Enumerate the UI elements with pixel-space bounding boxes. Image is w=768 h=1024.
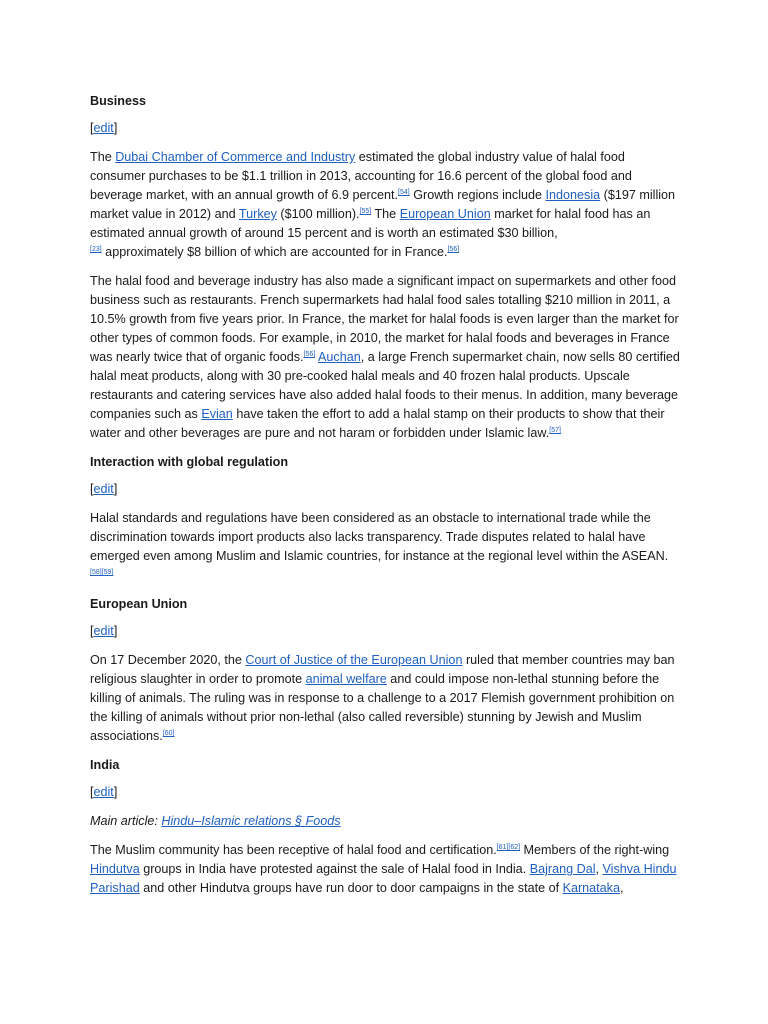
citation-57[interactable]: [57] bbox=[549, 426, 561, 434]
link-dubai-chamber[interactable]: Dubai Chamber of Commerce and Industry bbox=[115, 150, 356, 164]
paragraph-business-1 bbox=[90, 148, 680, 262]
main-article-label: Main article: bbox=[90, 814, 162, 828]
link-auchan[interactable]: Auchan bbox=[318, 350, 361, 364]
paragraph-business-2 bbox=[90, 272, 680, 443]
edit-link-india: [edit] bbox=[90, 785, 118, 799]
text: Members of the right-wing bbox=[520, 843, 670, 857]
text: and could impose non-lethal stunning before the killing of animals. The ruling was in response to a challenge to a 2017 Flemish government prohibition on the killing of animals without prior non-lethal (also called reversible) stunning by Jewish and Muslim associations. bbox=[90, 672, 675, 743]
citation-56[interactable]: [56] bbox=[447, 245, 460, 253]
paragraph-global-1 bbox=[90, 509, 680, 585]
citation-23[interactable]: [23] bbox=[90, 245, 102, 253]
edit-link[interactable]: edit bbox=[93, 624, 114, 638]
edit-link-eu: [edit] bbox=[90, 624, 118, 638]
text: Halal standards and regulations have been considered as an obstacle to international trade while the discrimination towards import products also lacks transparency. Trade disputes related to halal have emerged even among Muslim and Islamic countries, for instance at the regional level within the ASEAN. bbox=[90, 511, 669, 563]
link-hindutva[interactable]: Hindutva bbox=[90, 862, 140, 876]
link-european-union[interactable]: European Union bbox=[399, 207, 491, 221]
citation-60[interactable]: [60] bbox=[162, 729, 175, 737]
paragraph-india-1 bbox=[90, 841, 680, 898]
text: ($197 million market value in 2012) and bbox=[90, 188, 676, 221]
link-karnataka[interactable]: Karnataka bbox=[562, 881, 620, 895]
text: estimated the global industry value of halal food consumer purchases to be $1.1 trillion in 2013, accounting for 16.6 percent of the global food and beverage market, with an annual growth of 6.9 percent. bbox=[90, 150, 632, 202]
section-heading-european-union: European Union bbox=[90, 597, 188, 611]
edit-link[interactable]: edit bbox=[93, 482, 114, 496]
article-body bbox=[90, 92, 680, 908]
text: market for halal food has an estimated annual growth of around 15 percent and is worth an estimated $30 billion, bbox=[90, 207, 651, 240]
paragraph-eu-1 bbox=[90, 651, 680, 746]
text: The bbox=[90, 150, 116, 164]
citation-58-59[interactable]: [58][59] bbox=[90, 568, 114, 576]
text: and other Hindutva groups have run door to door campaigns in the state of bbox=[139, 881, 563, 895]
citation-55[interactable]: [55] bbox=[359, 207, 372, 215]
section-heading-global-regulation: Interaction with global regulation bbox=[90, 455, 289, 469]
text: The halal food and beverage industry has also made a significant impact on supermarkets and other food business such as restaurants. French supermarkets had halal food sales totalling $210 million in 2011, a 10.5% growth from five years prior. In France, the market for halal foods is even larger than the market for other types of common foods. For example, in 2010, the market for halal foods and beverages in France was nearly twice that of organic foods. bbox=[90, 274, 679, 364]
text: , bbox=[620, 881, 624, 895]
edit-link[interactable]: edit bbox=[93, 785, 114, 799]
citation-61-62[interactable]: [61][62] bbox=[496, 843, 521, 851]
main-article-note bbox=[90, 812, 680, 831]
section-heading-india: India bbox=[90, 758, 120, 772]
link-turkey[interactable]: Turkey bbox=[238, 207, 277, 221]
link-main-article[interactable]: Hindu–Islamic relations § Foods bbox=[161, 814, 341, 828]
section-heading-business: Business bbox=[90, 94, 146, 108]
text: groups in India have protested against the sale of Halal food in India. bbox=[139, 862, 530, 876]
text: The Muslim community has been receptive of halal food and certification. bbox=[90, 843, 497, 857]
link-vishva-hindu-parishad[interactable]: Vishva Hindu Parishad bbox=[90, 862, 677, 895]
text: On 17 December 2020, the bbox=[90, 653, 246, 667]
text: have taken the effort to add a halal stamp on their products to show that their water and other beverages are pure and not haram or forbidden under Islamic law. bbox=[90, 407, 665, 440]
text: ruled that member countries may ban religious slaughter in order to promote bbox=[90, 653, 675, 686]
edit-link-business: [edit] bbox=[90, 121, 118, 135]
citation-54[interactable]: [54] bbox=[398, 188, 410, 196]
edit-link[interactable]: edit bbox=[93, 121, 114, 135]
text: ($100 million). bbox=[276, 207, 360, 221]
text: , a large French supermarket chain, now sells 80 certified halal meat products, along with 30 pre-cooked halal meals and 40 frozen halal products. Upscale restaurants and catering services have also added halal foods to their menus. In addition, many beverage companies such as bbox=[90, 350, 680, 421]
text: approximately $8 billion of which are accounted for in France. bbox=[101, 245, 448, 259]
link-animal-welfare[interactable]: animal welfare bbox=[305, 672, 387, 686]
text: The bbox=[371, 207, 400, 221]
link-indonesia[interactable]: Indonesia bbox=[545, 188, 601, 202]
link-evian[interactable]: Evian bbox=[201, 407, 233, 421]
edit-link-global: [edit] bbox=[90, 482, 118, 496]
text: Growth regions include bbox=[409, 188, 546, 202]
text: , bbox=[595, 862, 603, 876]
citation-56[interactable]: [56] bbox=[303, 350, 316, 358]
link-court-of-justice[interactable]: Court of Justice of the European Union bbox=[245, 653, 463, 667]
link-bajrang-dal[interactable]: Bajrang Dal bbox=[529, 862, 596, 876]
